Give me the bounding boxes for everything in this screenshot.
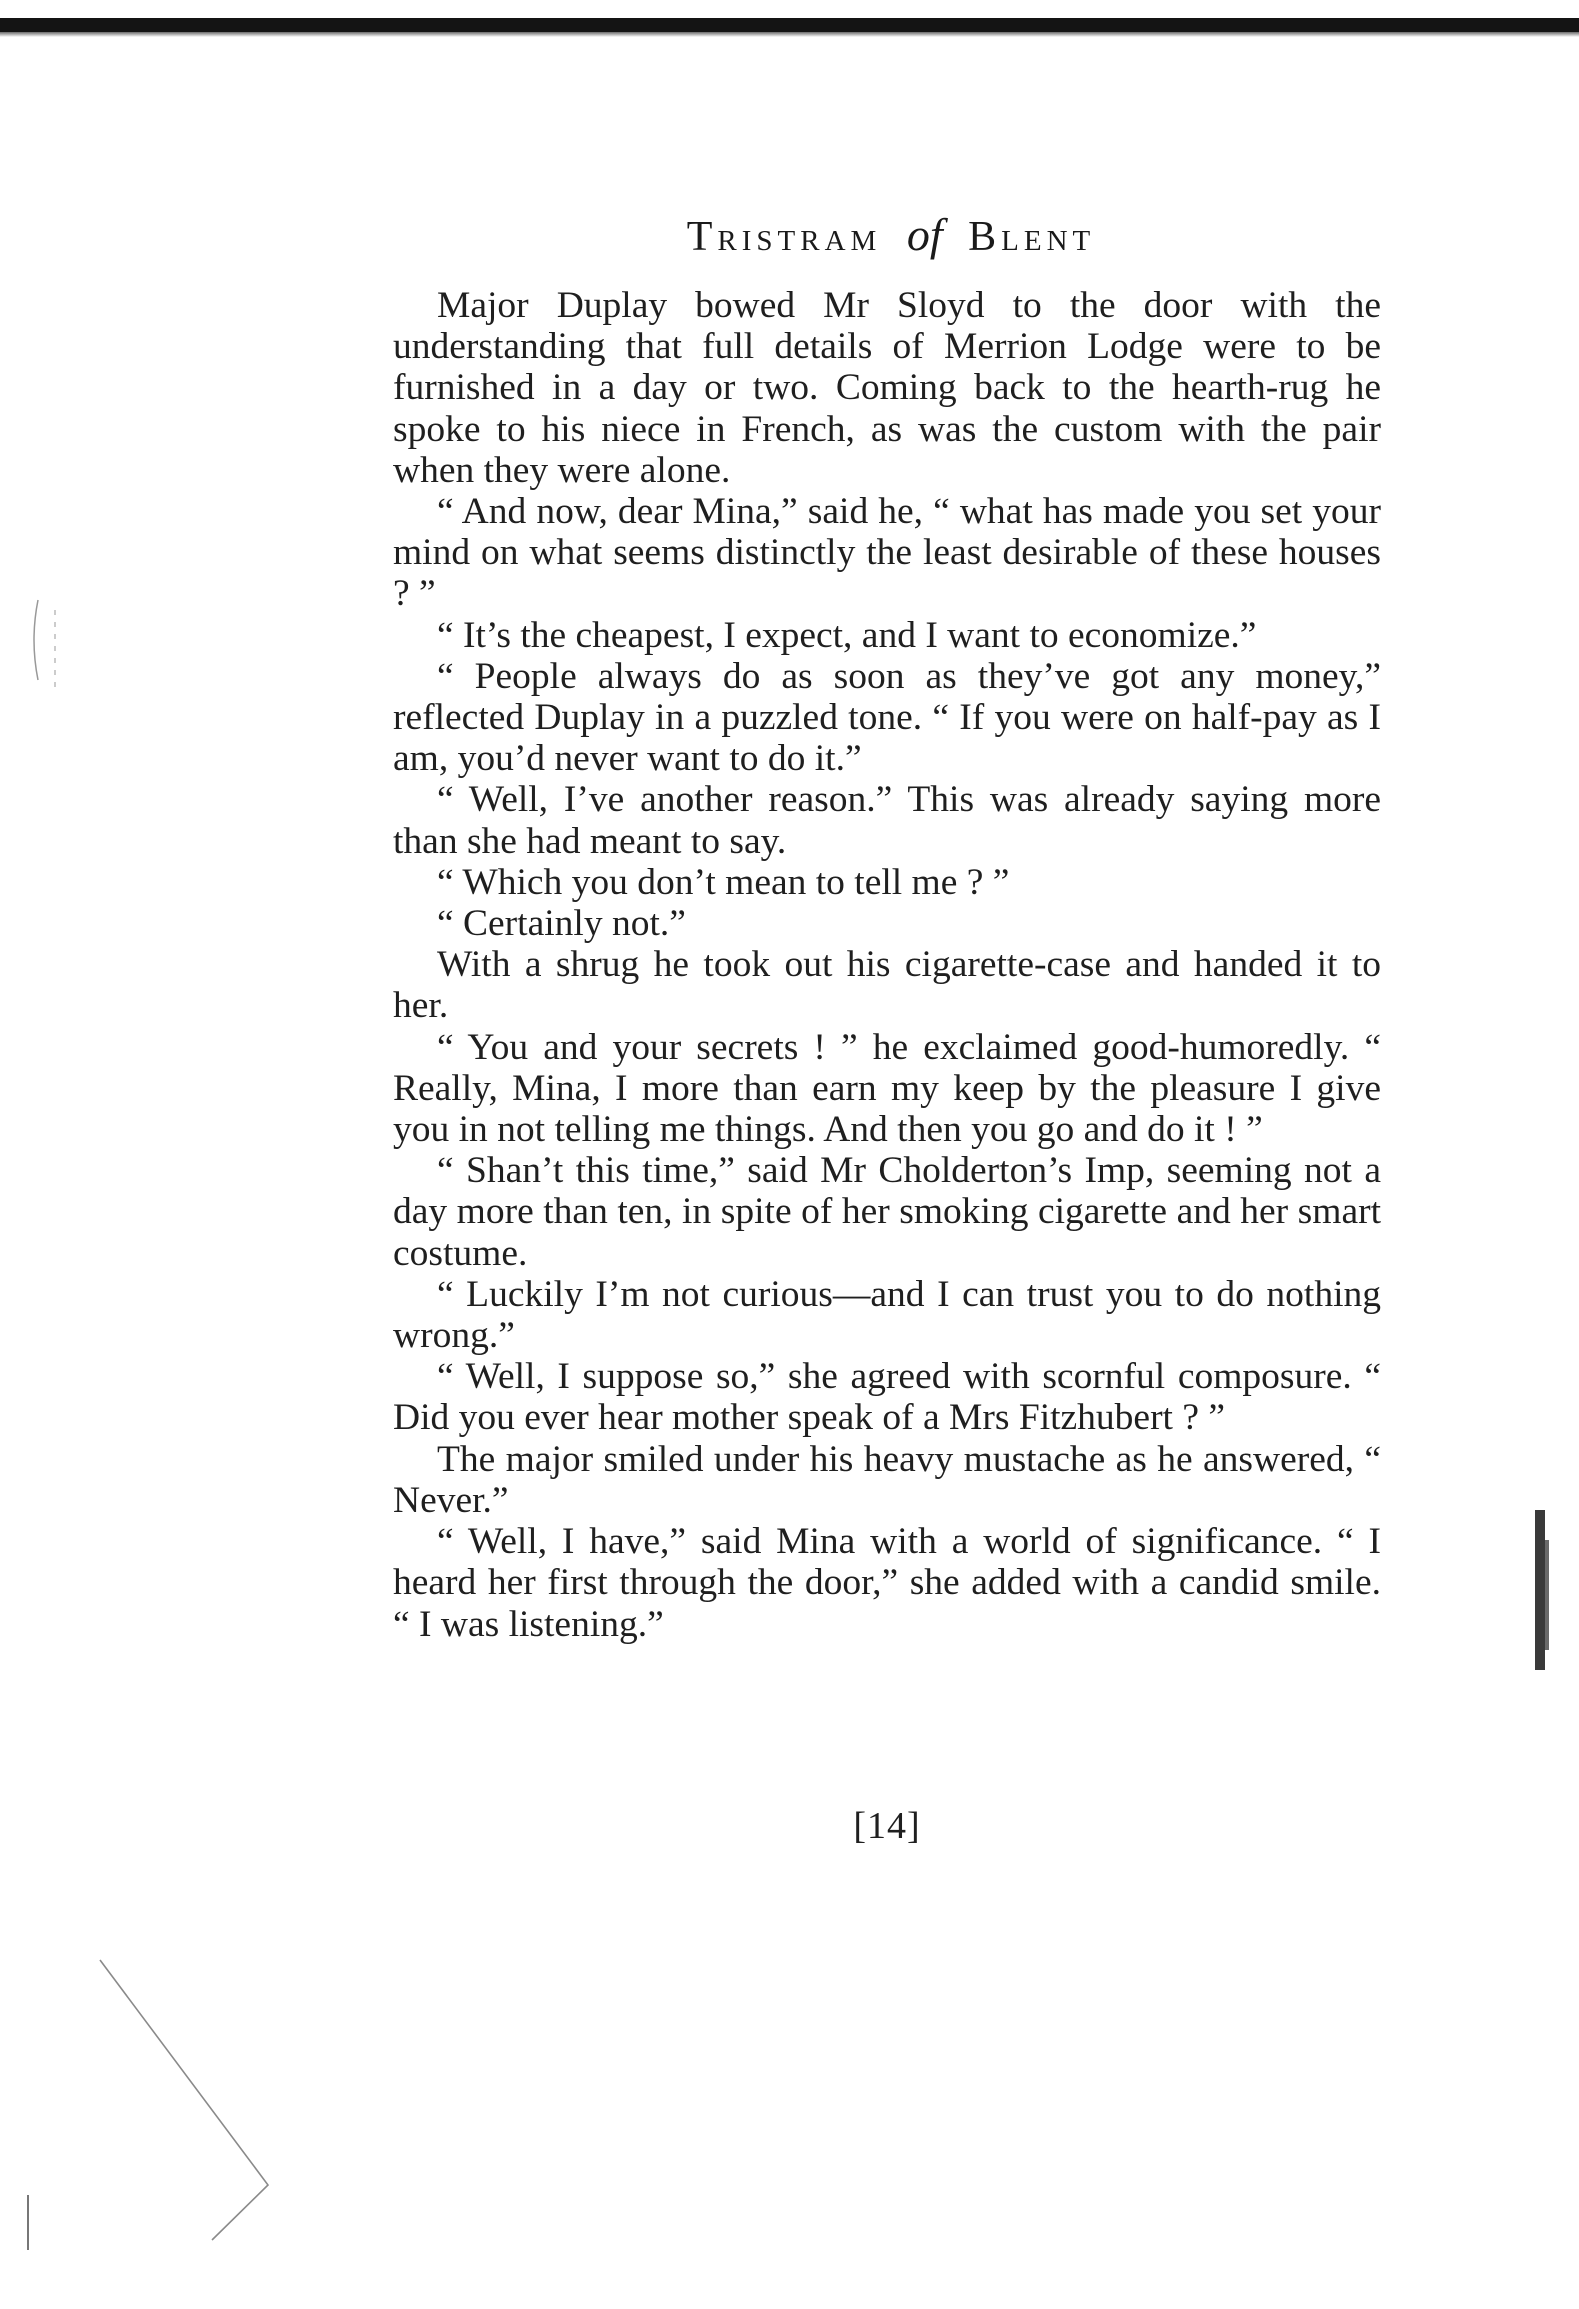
paragraph: With a shrug he took out his cigarette-case and handed it to her. (393, 944, 1381, 1027)
paragraph: “ Luckily I’m not curious—and I can trust you to do nothing wrong.” (393, 1273, 1381, 1357)
running-head-title-end: Blent (968, 214, 1096, 260)
scan-top-edge (0, 18, 1579, 32)
left-margin-curve-mark (34, 600, 38, 680)
paragraph: The major smiled under his heavy mustache as he answered, “ Never.” (393, 1438, 1381, 1521)
paragraph: “ People always do as soon as they’ve got any money,” reflected Duplay in a puzzled tone. “ If you were on half-pay as I am, you’d never want to do it.” (393, 655, 1381, 780)
paragraph: “ And now, dear Mina,” said he, “ what has made you set your mind on what seems distinctly the least desirable of these houses ? ” (393, 491, 1381, 615)
page-number: [14] (853, 1805, 921, 1847)
paragraph: Major Duplay bowed Mr Sloyd to the door with the understanding that full details of Merrion Lodge were to be furnished in a day or two. Coming back to the hearth-rug he spoke to his niece in French, as was the custom with the pair when they were alone. (393, 285, 1381, 491)
running-head-of: of (906, 209, 943, 260)
paragraph: “ Shan’t this time,” said Mr Cholderton’s Imp, seeming not a day more than ten, in spite of her smoking cigarette and her smart costume. (393, 1150, 1381, 1274)
paragraph: “ Well, I suppose so,” she agreed with scornful composure. “ Did you ever hear mother speak of a Mrs Fitzhubert ? ” (393, 1356, 1381, 1439)
right-margin-dark-mark-inner (1545, 1540, 1549, 1650)
running-head-title: Tristram (686, 214, 882, 260)
paragraph: “ You and your secrets ! ” he exclaimed good-humoredly. “ Really, Mina, I more than earn my keep by the pleasure I give you in not telling me things. And then you go and do it ! ” (393, 1026, 1381, 1151)
paragraph: “ Certainly not.” (437, 903, 686, 945)
paragraph: “ Well, I’ve another reason.” This was already saying more than she had meant to say. (393, 779, 1381, 862)
page-text-block (393, 205, 1381, 1645)
paragraph: “ It’s the cheapest, I expect, and I want to economize.” (437, 614, 1257, 656)
paragraph: “ Well, I have,” said Mina with a world of significance. “ I heard her first through the door,” she added with a candid smile. “ I was listening.” (393, 1521, 1381, 1645)
paragraph: “ Which you don’t mean to tell me ? ” (437, 861, 1010, 903)
right-margin-dark-mark (1535, 1510, 1545, 1670)
margin-fold-mark (100, 1960, 268, 2240)
running-head (401, 205, 1381, 285)
